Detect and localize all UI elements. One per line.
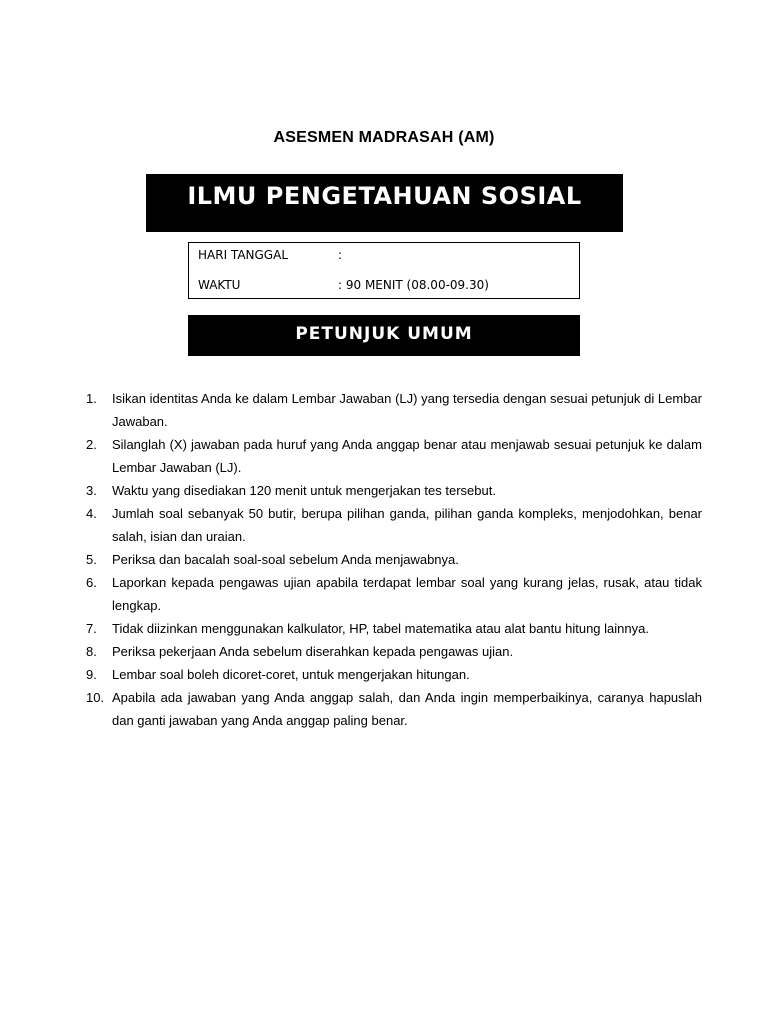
list-item bbox=[86, 617, 702, 640]
list-item bbox=[86, 502, 702, 548]
item-number: 2. bbox=[86, 437, 97, 452]
item-text: Waktu yang disediakan 120 menit untuk mengerjakan tes tersebut. bbox=[112, 483, 496, 498]
item-number: 1. bbox=[86, 391, 97, 406]
list-item bbox=[86, 479, 702, 502]
list-item bbox=[86, 433, 702, 479]
item-text: Silanglah (X) jawaban pada huruf yang Anda anggap benar atau menjawab sesuai petunjuk ke dalam Lembar Jawaban (LJ). bbox=[112, 437, 702, 475]
date-row bbox=[198, 248, 342, 264]
subject-banner: ILMU PENGETAHUAN SOSIAL bbox=[146, 174, 623, 232]
list-item bbox=[86, 663, 702, 686]
instructions-heading: PETUNJUK UMUM bbox=[188, 315, 580, 356]
item-number: 4. bbox=[86, 506, 97, 521]
item-text: Jumlah soal sebanyak 50 butir, berupa pilihan ganda, pilihan ganda kompleks, menjodohkan, benar salah, isian dan uraian. bbox=[112, 506, 702, 544]
item-text: Isikan identitas Anda ke dalam Lembar Jawaban (LJ) yang tersedia dengan sesuai petunjuk di Lembar Jawaban. bbox=[112, 391, 702, 429]
list-item bbox=[86, 387, 702, 433]
item-text: Laporkan kepada pengawas ujian apabila terdapat lembar soal yang kurang jelas, rusak, atau tidak lengkap. bbox=[112, 575, 702, 613]
time-row bbox=[198, 278, 489, 294]
item-number: 10. bbox=[86, 690, 105, 705]
list-item bbox=[86, 571, 702, 617]
item-number: 7. bbox=[86, 621, 97, 636]
exam-title: ASESMEN MADRASAH (AM) bbox=[273, 129, 495, 146]
item-number: 3. bbox=[86, 483, 97, 498]
item-number: 9. bbox=[86, 667, 97, 682]
item-text: Periksa dan bacalah soal-soal sebelum Anda menjawabnya. bbox=[112, 552, 459, 567]
time-value: : 90 MENIT (08.00-09.30) bbox=[338, 278, 489, 292]
item-text: Tidak diizinkan menggunakan kalkulator, HP, tabel matematika atau alat bantu hitung lainnya. bbox=[112, 621, 649, 636]
item-number: 8. bbox=[86, 644, 97, 659]
time-label: WAKTU bbox=[198, 278, 241, 292]
exam-info-box bbox=[188, 242, 580, 299]
date-label: HARI TANGGAL bbox=[198, 248, 288, 262]
list-item bbox=[86, 640, 702, 663]
list-item bbox=[86, 686, 702, 732]
list-item bbox=[86, 548, 702, 571]
item-text: Periksa pekerjaan Anda sebelum diserahkan kepada pengawas ujian. bbox=[112, 644, 514, 659]
item-number: 6. bbox=[86, 575, 97, 590]
instructions-list bbox=[86, 387, 702, 732]
item-text: Apabila ada jawaban yang Anda anggap salah, dan Anda ingin memperbaikinya, caranya hapuslah dan ganti jawaban yang Anda anggap paling benar. bbox=[112, 690, 702, 728]
item-text: Lembar soal boleh dicoret-coret, untuk mengerjakan hitungan. bbox=[112, 667, 470, 682]
date-value: : bbox=[338, 248, 343, 262]
item-number: 5. bbox=[86, 552, 97, 567]
